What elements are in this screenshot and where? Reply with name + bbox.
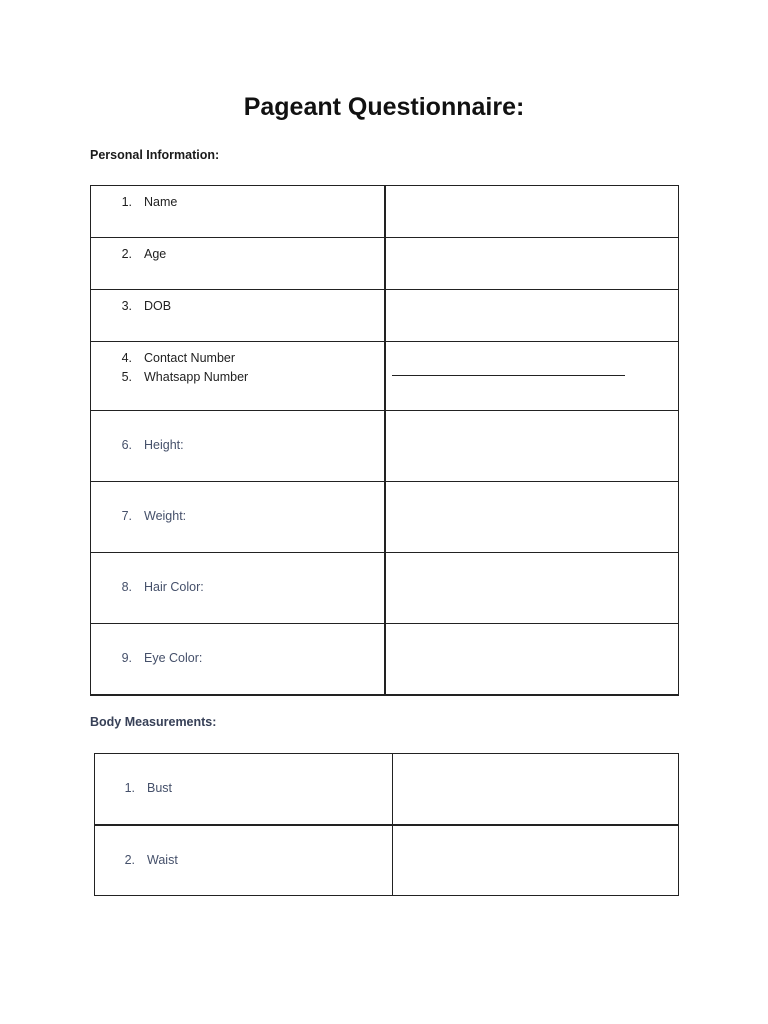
page-title: Pageant Questionnaire: (243, 93, 525, 121)
dob-label-cell (91, 290, 386, 342)
table-row (91, 186, 679, 238)
item-label: Weight: (144, 509, 187, 523)
table-row (91, 290, 679, 342)
list-item (109, 193, 384, 212)
personal-information-table (90, 185, 679, 696)
list-item (109, 507, 384, 526)
item-label: Waist (147, 852, 178, 867)
fill-in-line (392, 375, 625, 376)
item-number: 9. (121, 651, 132, 665)
list-item (112, 779, 392, 798)
hair-color-label-cell (91, 553, 386, 624)
list-item (112, 851, 392, 870)
name-label-cell (91, 186, 386, 238)
body-measurements-table (94, 753, 679, 896)
item-label: DOB (144, 299, 172, 313)
item-number: 2. (121, 247, 132, 261)
eye-color-answer-cell[interactable] (385, 624, 679, 695)
item-number: 6. (121, 438, 132, 452)
item-label: Whatsapp Number (144, 370, 249, 384)
contact-answer-cell[interactable] (385, 342, 679, 411)
height-label-cell (91, 411, 386, 482)
item-number: 4. (121, 351, 132, 365)
personal-information-heading: Personal Information: (90, 148, 220, 162)
list-item (109, 349, 384, 368)
table-row (91, 342, 679, 411)
hair-color-answer-cell[interactable] (385, 553, 679, 624)
item-number: 1. (124, 781, 135, 795)
age-answer-cell[interactable] (385, 238, 679, 290)
height-answer-cell[interactable] (385, 411, 679, 482)
item-number: 1. (121, 195, 132, 209)
item-number: 7. (121, 509, 132, 523)
list-item (109, 245, 384, 264)
item-label: Height: (144, 438, 184, 452)
age-label-cell (91, 238, 386, 290)
item-number: 8. (121, 580, 132, 594)
item-label: Age (144, 247, 167, 261)
list-item (109, 297, 384, 316)
waist-label-cell (95, 825, 393, 896)
list-item (109, 649, 384, 668)
item-label: Name (144, 195, 178, 209)
waist-answer-cell[interactable] (393, 825, 679, 896)
dob-answer-cell[interactable] (385, 290, 679, 342)
item-label: Bust (147, 781, 173, 795)
eye-color-label-cell (91, 624, 386, 695)
item-label: Hair Color: (144, 580, 204, 594)
list-item (109, 368, 384, 387)
weight-answer-cell[interactable] (385, 482, 679, 553)
table-row (95, 754, 679, 825)
bust-label-cell (95, 754, 393, 825)
name-answer-cell[interactable] (385, 186, 679, 238)
contact-label-cell (91, 342, 386, 411)
weight-label-cell (91, 482, 386, 553)
table-row (91, 238, 679, 290)
list-item (109, 578, 384, 597)
table-row (91, 624, 679, 695)
item-label: Contact Number (144, 351, 236, 365)
bust-answer-cell[interactable] (393, 754, 679, 825)
body-measurements-heading: Body Measurements: (90, 715, 217, 729)
list-item (109, 436, 384, 455)
item-label: Eye Color: (144, 651, 203, 665)
table-row (91, 553, 679, 624)
table-row (95, 825, 679, 896)
item-number: 2. (124, 852, 135, 867)
item-number: 5. (121, 370, 132, 384)
table-row (91, 411, 679, 482)
item-number: 3. (121, 299, 132, 313)
table-row (91, 482, 679, 553)
